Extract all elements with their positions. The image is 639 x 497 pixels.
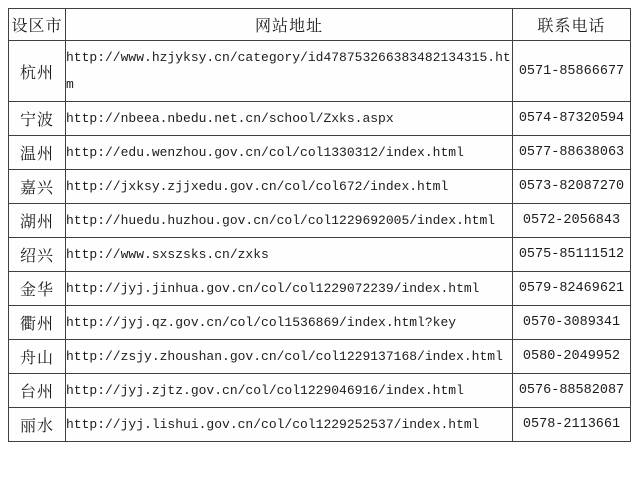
table-row [9, 408, 631, 442]
table-row [9, 136, 631, 170]
website-url-cell: http://nbeea.nbedu.net.cn/school/Zxks.aspx [66, 102, 513, 136]
website-url-cell: http://jyj.qz.gov.cn/col/col1536869/index.html?key [66, 306, 513, 340]
website-url-cell: http://www.hzjyksy.cn/category/id478753266383482134315.htm [66, 41, 513, 102]
city-cell: 舟山 [9, 340, 66, 374]
city-cell: 丽水 [9, 408, 66, 442]
city-cell: 杭州 [9, 41, 66, 102]
col-header-website: 网站地址 [66, 9, 513, 41]
website-url-cell: http://edu.wenzhou.gov.cn/col/col1330312/index.html [66, 136, 513, 170]
city-cell: 宁波 [9, 102, 66, 136]
phone-cell: 0575-85111512 [513, 238, 631, 272]
table-row [9, 102, 631, 136]
table-row [9, 170, 631, 204]
table-row [9, 204, 631, 238]
table-body [9, 41, 631, 442]
col-header-city: 设区市 [9, 9, 66, 41]
city-cell: 金华 [9, 272, 66, 306]
phone-cell: 0573-82087270 [513, 170, 631, 204]
phone-cell: 0570-3089341 [513, 306, 631, 340]
phone-cell: 0577-88638063 [513, 136, 631, 170]
phone-cell: 0579-82469621 [513, 272, 631, 306]
table-row [9, 374, 631, 408]
phone-cell: 0580-2049952 [513, 340, 631, 374]
website-url-cell: http://jyj.jinhua.gov.cn/col/col1229072239/index.html [66, 272, 513, 306]
phone-cell: 0576-88582087 [513, 374, 631, 408]
table-row [9, 41, 631, 102]
table-row [9, 272, 631, 306]
city-cell: 湖州 [9, 204, 66, 238]
table-row [9, 238, 631, 272]
website-url-cell: http://jyj.zjtz.gov.cn/col/col1229046916/index.html [66, 374, 513, 408]
table-row [9, 306, 631, 340]
header-row [9, 9, 631, 41]
website-url-cell: http://jxksy.zjjxedu.gov.cn/col/col672/index.html [66, 170, 513, 204]
city-cell: 绍兴 [9, 238, 66, 272]
phone-cell: 0578-2113661 [513, 408, 631, 442]
city-website-phone-table [8, 8, 631, 442]
phone-cell: 0572-2056843 [513, 204, 631, 238]
website-url-cell: http://jyj.lishui.gov.cn/col/col1229252537/index.html [66, 408, 513, 442]
city-cell: 温州 [9, 136, 66, 170]
table-row [9, 340, 631, 374]
website-url-cell: http://zsjy.zhoushan.gov.cn/col/col1229137168/index.html [66, 340, 513, 374]
city-cell: 嘉兴 [9, 170, 66, 204]
website-url-cell: http://www.sxszsks.cn/zxks [66, 238, 513, 272]
phone-cell: 0571-85866677 [513, 41, 631, 102]
city-cell: 台州 [9, 374, 66, 408]
col-header-phone: 联系电话 [513, 9, 631, 41]
city-cell: 衢州 [9, 306, 66, 340]
phone-cell: 0574-87320594 [513, 102, 631, 136]
website-url-cell: http://huedu.huzhou.gov.cn/col/col1229692005/index.html [66, 204, 513, 238]
